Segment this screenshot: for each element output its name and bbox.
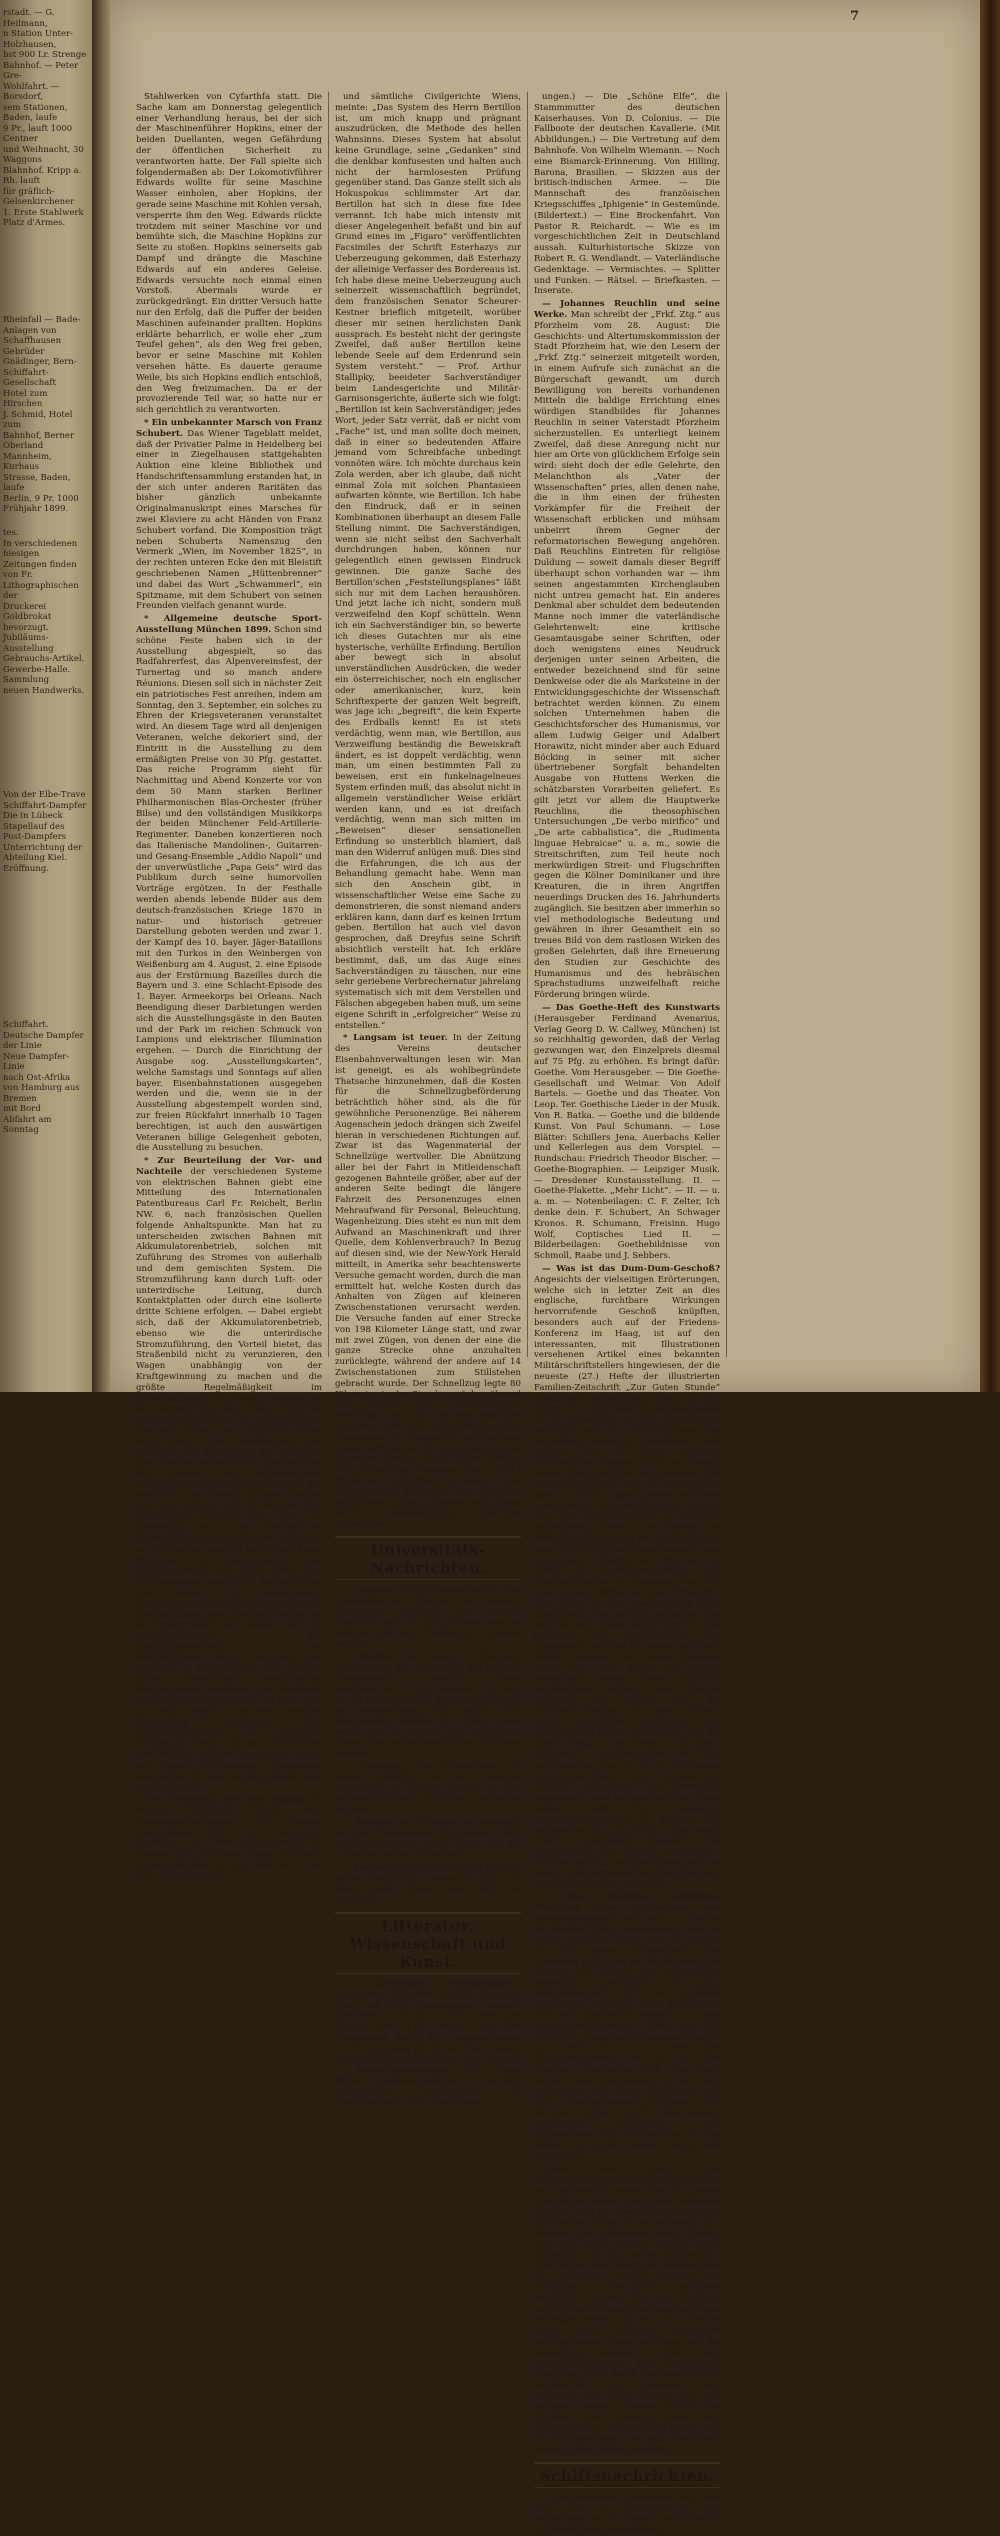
article-paragraph [534, 2164, 720, 2456]
book-spine [980, 0, 1000, 1392]
left-page-fragment: Rheinfall — Bade- Anlagen von Schaffhausen Gebrüder Gnädinger, Bern- Schiffahrt-Gesellschaft Hotel zum Hirschen J. Schmid, Hotel zum Bahnhof, Berner Oberland Mannheim, Kurhaus Strasse, Baden, laufe Berlin, 9 Pr. 1000 Frühjahr 1899. [3, 315, 81, 514]
article-paragraph [335, 1652, 521, 1760]
article-paragraph [534, 1003, 720, 1262]
column-rule [726, 92, 727, 1357]
article-text: Das Wiener Tageblatt meldet, daß der Privatier Palme in Heidelberg bei einer in Ziegelhausen stattgehabten Auktion eine kleine Bibliothek und Handschriftensammlung erstanden hat, in der sich unter anderen Raritäten das bisher gänzlich unbekannte Originalmanuskript eines Marsches für zwei Klaviere zu acht Händen von Franz Schubert vorfand. Die Komposition trägt neben Schuberts Namenszug den Vermerk „Wien, im November 1825“, in der rechten unteren Ecke den mit Bleistift geschriebenen Namen „Hüttenbrenner“ und dabei das Wort „Schwammerl“, ein Spitzname, mit dem Schubert von seinen Freunden vielfach genannt wurde. [136, 428, 322, 612]
article-headline: — Eine elektrisch betriebene Maschine zum Aufbrechen des Straßenpflasters [534, 1892, 720, 1924]
left-page-fragment: Schiffahrt. Deutsche Dampfer der Linie Neue Dampfer-Linie nach Ost-Afrika von Hamburg aus Bremen mit Bord Abfahrt am Sonntag [3, 1020, 84, 1135]
article-text: Stahlwerken von Cyfarthfa statt. Die Sache kam am Donnerstag gelegentlich einer Verhandlung heraus, bei der sich der Maschinenführer Hopkins, einer der beiden Duellanten, wegen Gefährdung der öffentlichen Sicherheit zu verantworten hatte. Der Fall spielte sich folgendermaßen ab: Der Lokomotivführer Edwards wollte für seine Maschine Wasser einholen, aber Hopkins, der gerade seine Maschine mit Kohlen versah, versperrte ihm den Weg. Edwards rückte trotzdem mit seiner Maschine vor und bemühte sich, die Maschine Hopkins zur Seite zu stoßen. Hopkins seinerseits gab Dampf und drängte die Maschine Edwards auf ein anderes Geleise. Edwards versuchte noch einmal einen Vorstoß. Abermals wurde er zurückgedrängt. Ein dritter Versuch hatte nur den Erfolg, daß die Puffer der beiden Maschinen aufeinander prallten. Hopkins erklärte beharrlich, er wolle eher „zum Teufel gehen“, als den Weg frei geben, bevor er seine Maschine mit Kohlen versehen hätte. Es dauerte geraume Weile, bis sich Hopkins endlich entschloß, den Weg freizumachen. Da er der provozierende Teil war, so hatte nur er sich gerichtlich zu verantworten. [136, 92, 322, 416]
section-heading: Universitäts-Nachrichten. [370, 1540, 486, 1577]
section-heading-box [335, 1912, 521, 1974]
article-paragraph [136, 614, 322, 1154]
article-text: und sämtliche Civilgerichte Wiens, meinte: „Das System des Herrn Bertillon ist, um mich knapp und prägnant auszudrücken, die Methode des hellen Wahnsinns. Dieses System hat absolut keine Grundlage, seine „Gedanken“ sind die denkbar konfusesten und halten auch nicht der harmlosesten Prüfung gegenüber stand. Das Ganze stellt sich als Hokuspokus schlimmster Art dar. Bertillon hat sich in diese fixe Idee verrannt. Ich habe mich intensiv mit dieser Angelegenheit befaßt und bin auf Grund eines im „Figaro“ veröffentlichten Facsimiles der Schrift Esterhazys zur Ueberzeugung gekommen, daß Esterhazy der alleinige Verfasser des Bordereaus ist. Ich habe diese meine Ueberzeugung auch seinerzeit wissenschaftlich begründet, dem französischen Senator Scheurer-Kestner brieflich mitgeteilt, worüber dieser mir seinen herzlichsten Dank aussprach. Es besteht nicht der geringste Zweifel, daß außer Bertillon keine lebende Seele auf dem Erdenrund sein System versteht.“ — Prof. Arthur Stallipky, beeideter Sachverständiger beim Landesgerichte und Militär-Garnisonsgerichte, äußerte sich wie folgt: „Bertillon ist kein Sachverständiger; jedes Wort, jeder Satz verrät, daß er nicht vom „Fache“ ist, und man sollte doch meinen, daß in einer so bedeutenden Affaire jemand vom Schreibfache unbedingt vonnöten wäre. Ich möchte durchaus kein Zola werden, aber ich glaube, daß nicht einmal Zola mit solchen Phantasieen aufwarten könnte, wie Bertillon. Ich habe den Eindruck, daß er in seinen Kombinationen überhaupt an diesem Falle Stellung nimmt. Die Sachverständigen, wenn sie nicht selbst den Sachverhalt durchdrungen haben, können nur gelegentlich einen gewissen Eindruck gewinnen. Die ganze Sache des Bertillon'schen „Feststellungsplanes“ läßt sich nur mit dem Lachen heraushören. Und jetzt lache ich nicht, sondern muß verzweifelnd den Kopf schütteln. Wenn ich ein Sachverständiger bin, so bewerte ich dieses Gutachten nur als eine hysterische, verhüllte Erfindung. Bertillon aber bewegt sich in absolut unverständlichen Ausdrücken, die weder ein österreichischer, noch ein englischer oder amerikanischer, kurz, kein Schriftexperte der ganzen Welt begreift, was jage ich: „begreift“, die kein Experte des Erdballs kennt! Es ist stets verdächtig, wenn man, wie Bertillon, aus Verzweiflung beständig die Beweiskraft ändert, es ist doppelt verdächtig, wenn man, um einen bestimmten Fall zu beweisen, erst ein funkelnagelneues System erfinden muß, das absolut nicht in allgemein verständlicher Weise erklärt werden kann, und es ist dreifach verdächtig, wenn man sich mitten im „Beweisen“ dieser sensationellen Erfindung so unsterblich blamiert, daß man den Widerruf anlügen muß. Dies sind die Erfahrungen, die ich aus der Behandlung gemacht habe. Wenn man sich den Anschein gibt, in wissenschaftlicher Weise eine Sache zu demonstrieren, die sonst niemand anders erklären kann, dann darf es keinen Irrtum geben. Bertillon hat auch viel davon gesprochen, daß Dreyfus seine Schrift absichtlich verstellt hat. Ich erkläre bestimmt, daß, um das Auge eines Sachverständigen zu täuschen, nur eine sehr geriebene Verbrechernatur jahrelang systematisch sich mit dem Verstellen und Fälschen abgegeben haben muß, um seine eigene Schrift in „erfolgreicher“ Weise zu entstellen.“ [335, 92, 521, 1031]
article-text: der „Red Star Linie“ in Antwerpen ist laut Telegramm am 30. August wohlbehalten in Philadelphia angekommen. [534, 2492, 720, 2536]
column-3 [534, 92, 721, 2536]
left-page-strip [0, 0, 92, 1392]
article-headline: — „Deutscher Soldatenhort“, [343, 1979, 521, 1990]
article-headline: * M. Bertillon und sein System. [144, 1795, 306, 1806]
article-text: Ueber das Leben und Lebensgewohnheiten des Erzherzogs Otto von Oesterreich, sowie über die innere Einrichtung seines herrlichen Schlosses Schönau wird der Leser durch einen reich illustrierten Aufsatz in der neuesten (25.) Nummer der „Modernen Kunst“ (Verlag von Rich. Bong, Berlin, Leipzig, Wien, Stuttgart) auf das Beste unterrichtet. Auch wegen ihres sonstigen Inhaltes kann die besondere schöne Nummer der prächtigen Zeitschrift bringend empfohlen werden. Von den durchaus vorzüglichen bildnerischen und textlichen Beiträgen erster Autoren und Künstler seien noch folgende besonders hervorgehoben: Ueber das Leben und die Bedeutung Alexander Petöfis; über Spiegelphotographie. Eine interessante Abbildung führt Sarah Bernhardt in der Gesellschaft ihrer Lieblinge, einer Schlange und eines Tigers vor. Der laufende Roman „Blonde Teufel“ von Günther von Freiberg, sowie der fortlaufend zur Unterhaltung bietet, und die Schlussbeilagen und sind illustrativer Schmuck des Heftes ebenbürtig. [534, 2164, 720, 2455]
article-headline: — Was ist das Dum-Dum-Geschoß? [542, 1264, 720, 1275]
article-text: Zwei hiesige Professoren begingen am 30. August, wie das Berliner Fremdenblatt mitteilt, einen akademischen Erinnerungstag. Der eine ist der Chemiker Geh. Regierungsrat Prof. Dr. Rammelsberg, der andere Geh. Medizinalrat Professor Dr. Fritsch. Jener wurde vor 25 Jahren zum Ordinarius, dieser zum außerordentlichen Professor ernannt. [335, 1651, 521, 1759]
article-paragraph [335, 92, 521, 1031]
article-headline: — Leiden. [343, 1862, 391, 1873]
article-headline: — Johannes Reuchlin und seine Werke. [534, 299, 720, 320]
left-page-fragment: rstadt. — G. Heilmann, n Station Unter-Holzhausen, bst 900 Lr. Strenge Bahnhof. — Peter Gre- Wohlfahrt. — Borsdorf, sem Stationen, Baden, laufe 9 Pr., lauft 1000 Centner und Weihnacht, 30 Waggons Blahnhof. Kripp a. Rh. lauft für gräflich-Gelsenkirchener 1. Erste Stahlwerk Platz d'Armes. [3, 8, 87, 228]
article-paragraph [335, 1979, 521, 2109]
article-text: Am 25. August starb hier der Rector Magnificus Germanist Prof. Dr. Peter Jakob Cosyn (geb. 1840 zu Rysbroek). [335, 1862, 521, 1906]
article-headline: * Ein unbekannter Marsch von Franz Schubert. [136, 417, 322, 439]
article-paragraph [534, 2493, 720, 2536]
article-headline: — Das Goethe-Heft des Kunstwarts [542, 1002, 720, 1013]
article-text: Der Professor der Mechanik an der Technischen Hochschule Geh. Regierungsrat Dr. August Ritter tritt am 1. Oktober in den Ruhestand. [335, 1817, 521, 1861]
article-text: Man schreibt der „Frkf. Ztg.“ aus Pforzheim vom 28. August: Die Geschichts- und Altertumskommission der Stadt Pforzheim hat, wie den Lesern der „Frkf. Ztg.“ seinerzeit mitgeteilt worden, in einem Aufrufe sich zunächst an die Bürgerschaft gewandt, um durch Bewilligung von bereits vorhandenen Mitteln die baldige Errichtung eines würdigen Standbildes für Johannes Reuchlin in seiner Vaterstadt Pforzheim sicherzustellen. Es unterliegt keinem Zweifel, daß diese Anregung nicht nur hier am Orte von glücklichem Erfolge sein wird: sieht doch der edle Gelehrte, den Melanchthon als „Vater der Wissenschaften“ pries, allen denen nahe, die in ihm einen der frühesten Vorkämpfer für die Freiheit der Wissenschaft erblicken und mühsam unbeirrt ihrem Gegner der reformatorischen Bewegung angehören. Daß Reuchlins Eintreten für religiöse Duldung — soweit damals dieser Begriff überhaupt schon vorhanden war — ihm seinen angestammten Kirchenglauben nicht untreu gemacht hat. Ein anderes Denkmal aber schuldet dem bedeutenden Manne noch immer die vaterländische Gelehrtenwelt: eine kritische Gesamtausgabe seiner Schriften, oder doch wenigstens eines Neudruck derjenigen unter seinen Arbeiten, die entweder bezeichnend sind für seine Denkweise oder die als Marksteine in der Entwicklungsgeschichte der Wissenschaft betrachtet werden können. Zu einem solchen Unternehmen haben die Geschichtsforscher des Humanismus, vor allem Ludwig Geiger und Adalbert Horawitz, nicht minder aber auch Eduard Böcking in seiner mit sicher übertriebener Sorgfalt behandelten Ausgabe von Huttens Werken die schätzbarsten Vorarbeiten geliefert. Es gilt jetzt vor allem die Hauptwerke Reuchlins, die theosophischen Untersuchungen „De verbo mirifico“ und „De arte cabbalistica“, die „Rudimenta linguae Hebraicae“ u. a. m., sowie die Streitschriften, zum Teil heute noch merkwürdigen Streit- und Flugschriften gegen die Kölner Dominikaner und ihre Kreaturen, die in ihren Angriffen neuerdings Drucken des 16. Jahrhunderts zugänglich. Sie besitzen aber immerhin so viel methodologische Bedeutung und gewähren in ihrer Gesamtheit ein so treues Bild von dem rastlosen Wirken des großen Gelehrten, daß ihre Erneuerung den Studien zur Geschichte des Humanismus und des hebräischen Sprachstudiums unzweifelhaft reiche Förderung bringen würde. [534, 309, 720, 1001]
article-text: Der Privatdozent für innere Medizin an der hiesigen Universität Dr. Gustav Treupel ist zum außerordentlichen Professor befördert worden. [335, 1761, 521, 1815]
page-number: 7 [850, 9, 860, 24]
article-headline: — Der Dampfer „Aragonia“ [542, 2492, 676, 2503]
article-paragraph [335, 1863, 521, 1906]
article-headline: * Zur Beurteilung der Vor- und Nachteile [136, 1156, 322, 1177]
article-headline: * Langsam ist teuer. [343, 1033, 448, 1044]
section-heading: Schiffsnachrichten. [539, 2466, 715, 2485]
newspaper-page [110, 0, 982, 2536]
article-text: In der Zeitung des Vereins deutscher Eisenbahnverwaltungen lesen wir: Man ist geneigt, es als wohlbegründete Thatsache hinzunehmen, daß die Kosten für die Schnellzugbeförderung beträchtlich höher sind, als die für gewöhnliche Personenzüge. Bei näherem Augenschein jedoch drängen sich Zweifel hieran in verschiedenen Richtungen auf. Zwar ist das Wagenmaterial der Schnellzüge wertvoller. Die Abnützung aller bei der Fahrt in Mitleidenschaft gezogenen Bahnteile größer, aber auf der anderen Seite bedingt die längere Fahrzeit des Personenzuges einen Mehraufwand für Personal, Beleuchtung, Wagenheizung. Dies steht es nun mit dem Aufwand an Maschinenkraft und ihrer Quelle, dem Kohlenverbrauch? In Bezug auf diesen sind, wie der New-York Herald mitteilt, in Amerika sehr beachtenswerte Versuche gemacht worden, durch die man ermittelt hat, welche Kosten durch das Anhalten von Zügen auf kleineren Zwischenstationen verursacht werden. Die Versuche fanden auf einer Strecke von 198 Kilometer Länge statt, und zwar mit zwei Zügen, von denen der eine die ganze Strecke ohne anzuhalten zurücklegte, während der andere auf 14 Zwischenstationen zum Stillstehen gebracht wurde. Der Schnellzug legte 80 Kilometer in der Stunde zurück, während der Führer des „Bummelzuges“ beauftragt war, die auf den Stationen verlorene Zeit nach Möglichkeit wieder einzuholen. Die Lokomotive des letzteren Zuges verbrauchte für Zurücklegung der gesamten Strecke 11,400 Pfund Kohlen, der Schnellzug dagegen nur 10,317 Pfund; ein Unterschied von nahezu einer halben Tonne Brennstoff. Für die nicht anhaltenden Züge ergaben sich somit nicht unbeträchtliche jährliche Ersparnisse. [335, 1033, 522, 1530]
article-paragraph [335, 1585, 521, 1650]
section-heading: Litteratur, Wissenschaft und Kunst. [349, 1917, 507, 1972]
column-rule [527, 92, 528, 1357]
article-paragraph [136, 418, 322, 612]
article-paragraph [534, 92, 720, 297]
column-rule [328, 92, 329, 1357]
article-text: Schon sind schöne Feste haben sich in der Ausstellung abgespielt, so das Radfahrerfest, das Alpenvereinsfest, der Turnertag und so manch andere Réunions. Diesen soll sich in nächster Zeit ein patriotisches Fest anreihen, indem am Sonntag, den 3. September, ein solches zu Ehren der Kriegsveteranen veranstaltet wird. An diesem Tage wird all denjenigen Veteranen, welche dekoriert sind, der Eintritt in die Ausstellung zu dem ermäßigten Preise von 30 Pfg. gestattet. Das reiche Programm sieht für Nachmittag und Abend Konzerte vor von dem 50 Mann starken Berliner Philharmonischen Blas-Orchester (früher Bilse) und den vollständigen Musikkorps der beiden Münchener Feld-Artillerie-Regimenter. Daneben konzertieren noch das Italienische Mandolinen-, Guitarren- und Gesang-Ensemble „Addio Napoli“ und der unverwüstliche „Papa Geis“ wird das Publikum durch seine humorvollen Vorträge ergötzen. In der Festhalle werden abends lebende Bilder aus dem deutsch-französischen Kriege 1870 in natur- und historisch getreuer Darstellung geboten werden und zwar 1. der Kampf des 10. bayer. Jäger-Bataillons mit den Turkos in den Weinbergen von Weißenburg am 4. August, 2. eine Episode aus der Erstürmung Bazeilles durch die Bayern und 3. eine Schlacht-Episode des 1. Bayer. Armeekorps bei Orleans. Nach Beendigung dieser Darbietungen werden sich die Ausstellungsgäste in den Bauten und der Park im reichen Schmuck von Lampions und elektrischer Illumination ergehen. — Durch die Einrichtung der Ausgabe sog. „Ausstellungskarten“, welche Samstags und Sonntags auf allen bayer. Eisenbahnstationen ausgegeben werden und die, wenn sie in der Ausstellung abgestempelt worden sind, zur freien Rückfahrt innerhalb 10 Tagen berechtigen, ist auch den auswärtigen Veteranen billige Gelegenheit geboten, die Ausstellung zu besuchen. [136, 625, 322, 1154]
article-paragraph [534, 1892, 720, 2162]
article-headline: — Freiburg. [343, 1761, 407, 1772]
article-text: Die Privatdozenten in der philosophischen Fakultät der hiesigen Universität, Professor Dr. Richard Sternfeld und Dr. Otto Hintze sind zu außerordentlichen Professoren ernannt worden. [335, 1584, 521, 1649]
article-text: ungen.) — Die „Schöne Elfe“, die Stammmutter des deutschen Kaiserhauses. Von D. Colonius. — Die Fallboote der deutschen Kavallerie. (Mit Abbildungen.) — Die Vertretung auf dem Bahnhofe. Von Wilhelm Wiemann. — Noch eine Bismarck-Erinnerung. Von Hilling, Barona, Brasilien. — Skizzen aus der britisch-indischen Armee. — Die Mannschaft des französischen Kriegsschiffes „Iphigenie“ in Gestemünde. (Bildertext.) — Eine Brockenfahrt. Von Pastor R. Reichardt. — Wie es im vorgeschichtlichen Zeit in Deutschland aussah. Kulturhistorische Skizze von Robert R. G. Wendlandt. — Vaterländische Gedenktage. — Vermischtes. — Splitter und Funken. — Rätsel. — Briefkasten. — Inserate. [534, 92, 720, 297]
column-4 [733, 92, 919, 1357]
article-text: der verschiedenen Systeme von elektrischen Bahnen giebt eine Mitteilung des Internationalen Patentbureaus Carl Fr. Reichelt, Berlin NW. 6, nach französischen Quellen folgende Anhaltspunkte. Man hat zu unterscheiden zwischen Bahnen mit Akkumulatorenbetrieb, solchen mit Zuführung des Stromes von außerhalb und dem gemischten System. Die Stromzuführung kann durch Luft- oder unterirdische Leitung, durch Kontaktplatten oder durch eine isolierte dritte Schiene erfolgen. — Dabei ergiebt sich, daß der Akkumulatorenbetrieb, ebenso wie die unterirdische Stromzuführung, den Vorteil bietet, das Straßenbild nicht zu verunzieren, den Wagen unabhängig von der Kraftgewinnung zu machen und die größte Regelmäßigkeit im Stromverbrauch zu sichern. Dagegen ist die Vermehrung des toten Gewichts außerordentlich groß, der Betriebskosten sind sehr hohe, und schließlich findet auch durch die Ausdünstung der Batterien eine Belästigung der Fahrgäste statt. Bei der oberirdischen Zuleitung sind die Anlage- und Betriebskosten verhältnismäßig gering, auch stellt sie das einfachste und deshalb sicherste System dar, das übrigens auf 95 Prozent aller elektrischen Bahnen der Erde in Anwendung ist. — Die unterirdische Stromzuführung macht Masten, Träger u. in den Straßen unnötig und bringt keine Störungen im telegraphischen und Telephonbetrieb mit sich, aber ihre Betriebskosten sind sehr beträchtliche. Das System der gemeinsamen Anwendung von oberirdischer Leitung mit Akkumulatoren oder Bodenzuführung ist im Innenverkehr der Städte und für Unterbrechungen des Empfehlenswerteste. — Die Kontaktleitung durch zwischen den Schienen in Entfernungen von je einer halben Wagenlänge eingeschaltete Kontaktplatten vermeidet die Nachteile der erstgenannten Systeme, ist aber noch zu wenig erprobt, um eine gerechte Beurteilung zuzulassen. Das Dreischienensystem mit isolierter Zuführungsschiene, besitzt Einfachheit und Billigkeit auf der Hand liegt, ist nur auf einem freiliegenden Bahndamm anwendbar, für den Straßenverkehr aber ausgeschlossen. [136, 1166, 322, 1793]
article-text: Angesichts der vielseitigen Erörterungen, welche sich in letzter Zeit an dies englische, furchtbare Wirkungen hervorrufende Geschoß knüpften, besonders auch auf der Friedens-Konferenz im Haag, ist auf den interessanten, mit Illustrationen versehenen Artikel eines bekannten Militärschriftstellers hingewiesen, der die neueste (27.) Hefte der illustrierten Familien-Zeitschrift „Zur Guten Stunde“ (Deutsches Verlagshaus Bong & Co., Berlin W. — Preis des Vierzehntagsheftes 40 Pf.) behandelt. Es wird des Näheren berichtet, wie im Tschitralkriege die englischen Soldaten bemerkten, daß manche der von einem Geschoß durchbohrten Gegner noch im Stande waren, fortzuflüchten und geraume Zeit kampffähig blieben, um wie die Soldaten dann zuwählt zugeschnittene Patronen verwendeten. Es wurde dann der Versuch, auf der Munitionsfabrik in Kalkutta aufgenommen wurde. — Wir begegnen in demselben Hefte auch im übrigen wieder einer Fülle trefflicher unterhaltender und anregender Bildermotive. Während die Karte der Interessenssphären und Eisenbahnbauten in Ostasien, ein viel besprochenes Mittel ist, den Fortschritt, den Italien bei der Ausgestaltung ihrer Kunst Bilder von Industrie in Mexiko und anderes und mitten hineinführen in das politische und Verkehrsleben der Gegenwart, während die beiden größeren Werke „Irrwege“ von Gustav Johannes Krauß und „Eine Sorge“ von Philipp Wengerhoff sowie andere kleinere unterhaltende Beiträge unter Gewinn angenehm und fesseln weiß, die illustrierte Beilage „Für unsere Frauen“ wieder praktische Belehrung und Ratschläge in großer Zahl bietet, und die Gratis-Beilage „Illustrierte Klassiker-Bibliothek“, Meisternovellen des XIX. Jahrhunderts, mit E. T. A. Hoffmanns packendem Werke „Das Fräulein von Scuderi“ fortgesetzt. Der demnächst beginnende neue Jahrgang soll mit einem neuen Werk der bekannten Romanschriftstellerin E. Werner, der Verfasserin von „Am Altar“, „Um hohen Preis“, „Gesprengte Fesseln“, „Ein Gottesurteil“ usw. betitelt „Tagesgold“, eröffnet werden, und gleichzeitig soll ein neuer Großstadtroman von Dora Duncker, „Die Glückssucher“, beginnen. [534, 1274, 720, 1890]
article-paragraph [136, 92, 322, 416]
section-heading-box [534, 2462, 720, 2488]
column-2 [335, 92, 522, 2108]
article-headline: — Berlin. [343, 1651, 393, 1662]
article-headline: * Allgemeine deutsche Sport-Ausstellung München 1899. [136, 614, 322, 636]
article-paragraph [136, 1795, 322, 1881]
section-heading-box [335, 1536, 521, 1580]
article-text: Illustrierte Zeitschrift für das deutsche Heer und Volk. Herausgeber: General-Lieutenant z. D. H. v. Below. Preis pro Quartal Mk. 1.80. Verlag von Karl Siegismund, Berlin SW., Dessauerstraße 13. 10. Jahrgang Nr. 34, erschien soeben und enthält: Manövergäste. Von H. Justi. — Momentphotographie. Von Hugo Müller, Bibliotheks-Assistent an der Kgl. Technischen Hochschule in Charlottenburg. (Mit Abbildungen.) [335, 1989, 521, 2108]
article-paragraph [136, 1156, 322, 1793]
article-headline: — Berlin. [343, 1584, 392, 1595]
column-1 [136, 92, 322, 1881]
article-paragraph [335, 1818, 521, 1861]
article-paragraph [335, 1762, 521, 1816]
article-text: wird jetzt in Amerika mit bestem Erfolge angewendet, wenn es gilt, in möglichst kurzer Zeit ein Legung zu Gas, Kanal, Telegraphen- und Leitungen Leitungen im Untergrunde von Straßen zu öffnen. Die eigenartige, sinnreiche Konstruktion der ganz außerordentlich gut im Arbeiten befindlichen Maschine wird durch Wort und Bild ausführlich erläutert in dem soeben erschienenen 3. Hefte von „Für Alle Welt“ (Deutsches Verlagshaus Bong & Co., Berlin W. 57 — Preis des Vierzehntagsheftes 40 Pf.). In dem prächtig illustrierten Heft, das auch weitere sehr interessante Artikel über Fortschritte und neue Erfindungen auf den verschiedensten Gebieten der Technik, vielfach durch Illustrationen anschaulich dargestellt. Der unterhaltende und künstlerische Teil des Heftes ist nicht minder reich und anziehend. [534, 1913, 721, 2162]
article-paragraph [534, 1264, 720, 1890]
article-headline: — Aachen. [343, 1817, 394, 1828]
page-gutter [92, 0, 112, 1392]
left-page-fragment: tes. In verschiedenen hiesigen Zeitungen finden von Fr. Lithographischen der Druckerei Goldbrokat bevorzugt. Jubiläums-Ausstellung Gebrauchs-Artikel. Gewerbe-Halle. Sammlung neuen Handwerks. [3, 528, 85, 696]
article-text: Im Wiener Extrablatt liegen zwei Meinungsäußerungen von Wiener Graphologen über das Gutachten Bertillons vor dem Kriegsgericht in Rennes vor. Professor Franz Kirchner, Sachverständiger im Schreibfache für das k. k. Handelsgericht [136, 1795, 322, 1881]
article-paragraph [335, 1033, 521, 1530]
article-paragraph [534, 299, 720, 1001]
article-text: (Herausgeber Ferdinand Avenarius, Verlag Georg D. W. Callwey, München) ist so reichhaltig geworden, daß der Verlag gezwungen war, den Einzelpreis diesmal auf 75 Pfg. zu erhöhen. Es bringt dafür: Goethe. Vom Herausgeber. — Die Goethe-Gesellschaft und Weimar. Von Adolf Bartels. — Goethe und das Theater. Von Leop. Ter. Goethische Lieder in der Musik. Von R. Batka. — Goethe und die bildende Kunst. Von Paul Schumann. — Lose Blätter: Schillers Jena, Auerbachs Keller und Kellerlegen aus dem Vorspiel. — Rundschau: Friedrich Theodor Bischer. — Goethe-Biographien. — Leipziger Musik. — Dresdener Kunstausstellung. II. — Goethe-Plakette. „Mehr Licht“. — II. — u. a. m. — Notenbeilagen: C. F. Zelter, Ich denke dein. F. Schubert, An Schwager Kronos. R. Schumann, Freisinn. Hugo Wolf, Coptisches Lied II. — Bilderbeilagen: Goethebildnisse von Schmoll, Raabe und J. Sebbers. [534, 1013, 720, 1262]
left-page-fragment: Von der Elbe-Trave Schiffahrt-Dampfer Die in Lübeck Stapellauf des Post-Dampfers Unterrichtung der Abteilung Kiel. Eröffnung. [3, 790, 87, 874]
